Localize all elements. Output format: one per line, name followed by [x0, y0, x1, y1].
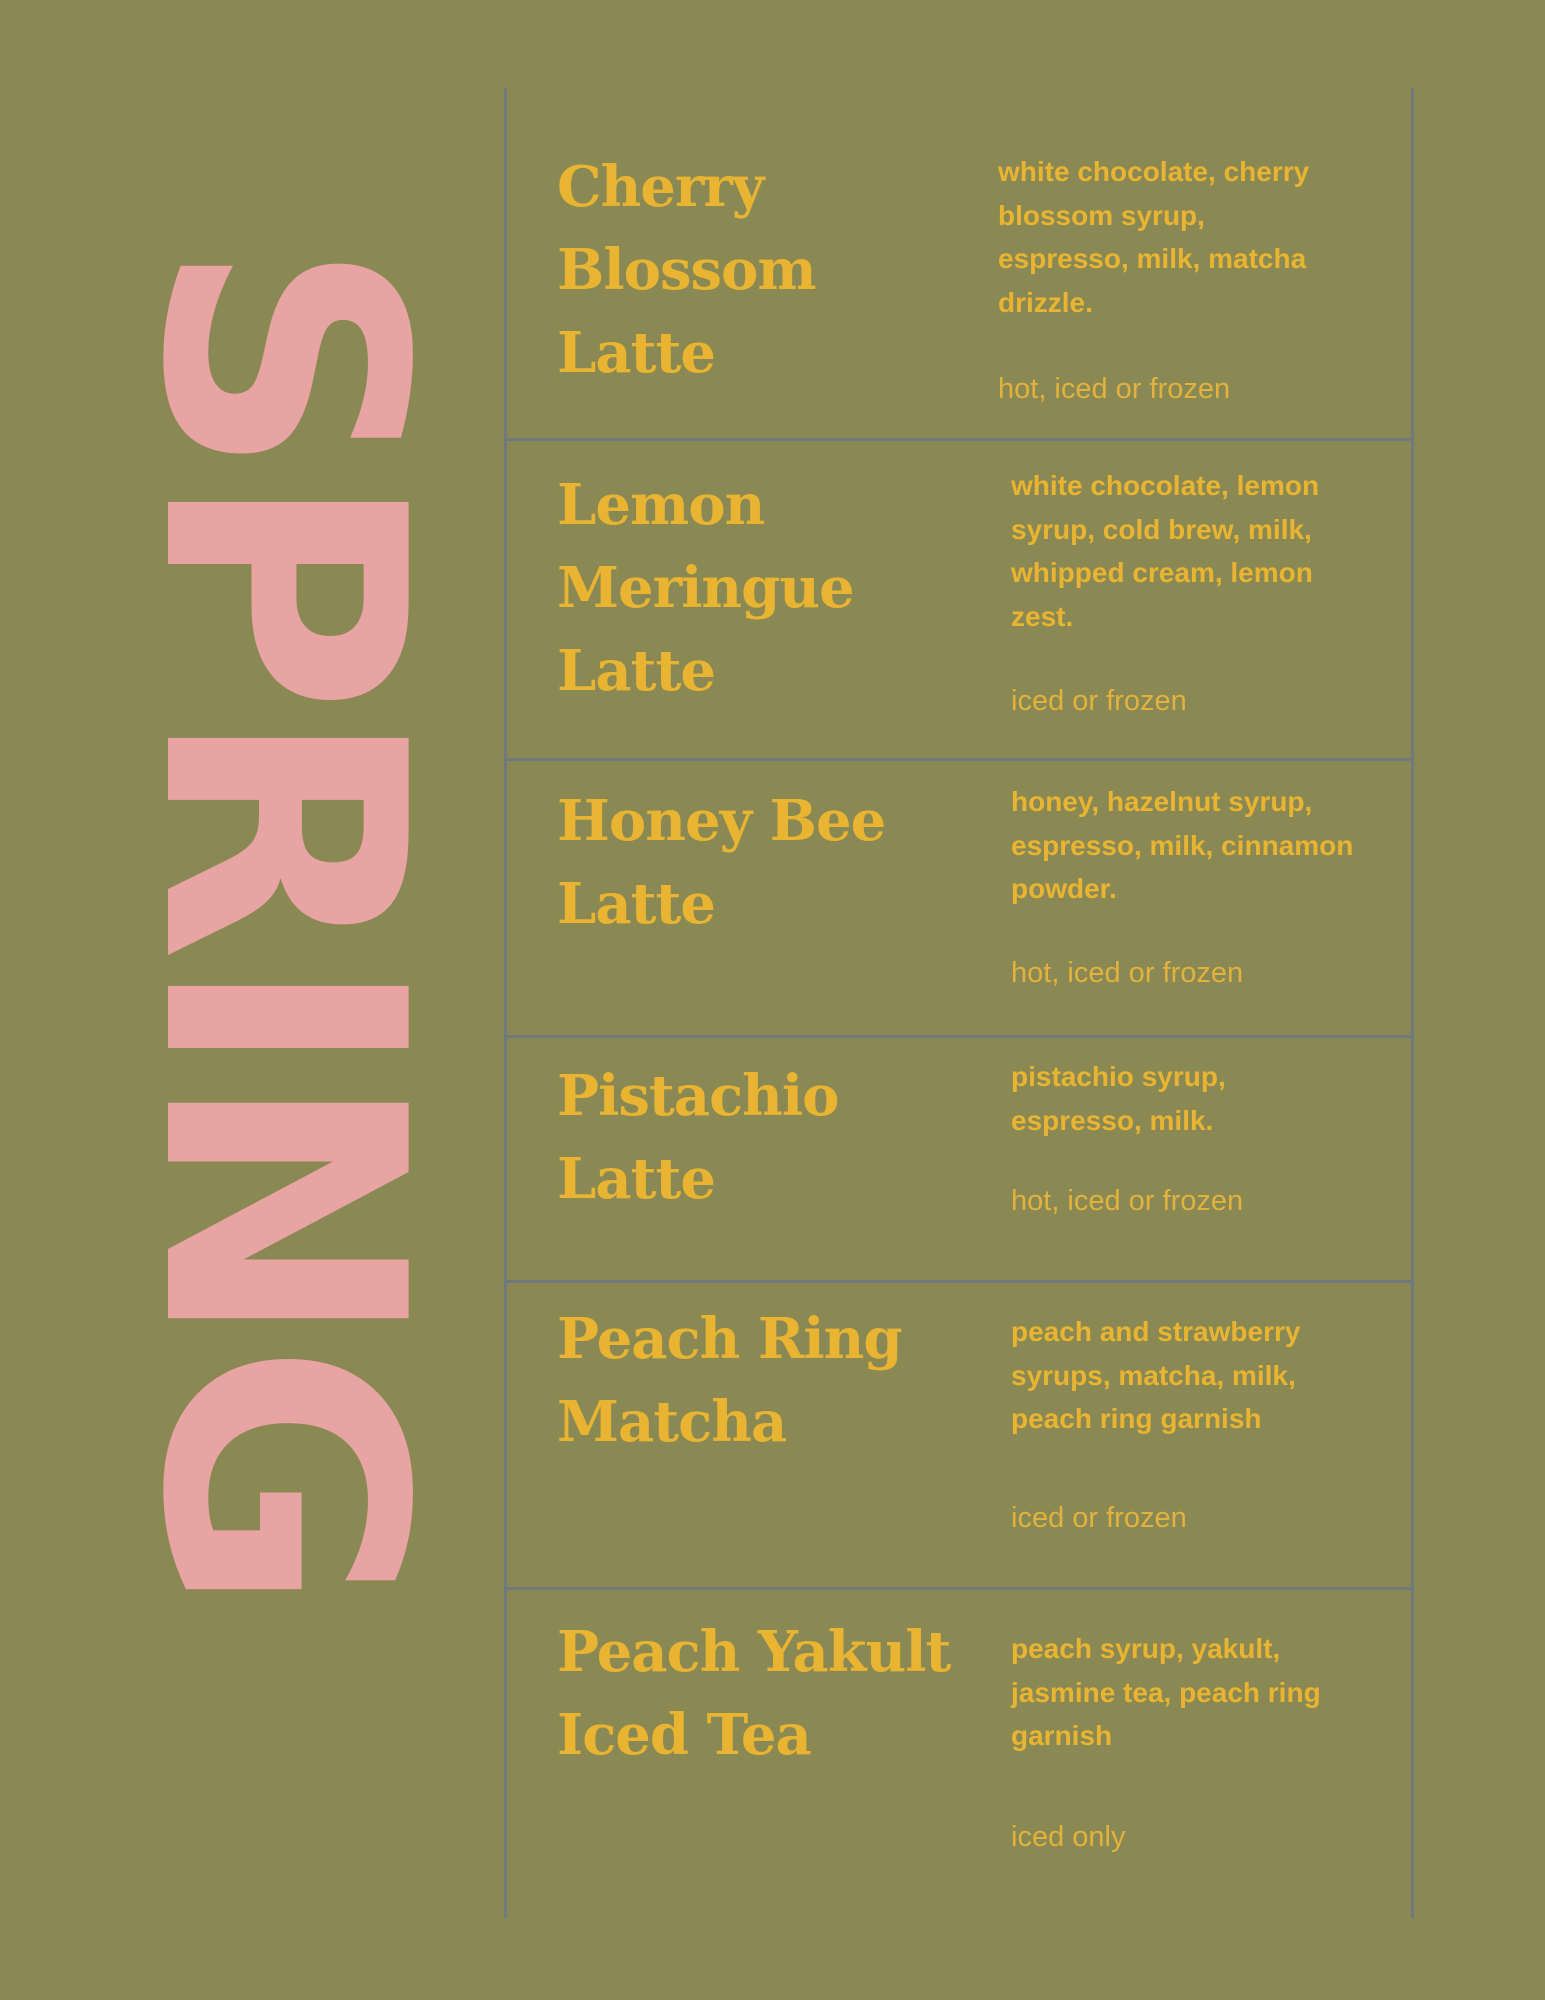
menu-item-cherry-blossom-latte: [507, 88, 1411, 441]
item-temps: hot, iced or frozen: [1011, 1185, 1244, 1217]
menu-item-peach-ring-matcha: [507, 1280, 1411, 1590]
item-temps: hot, iced or frozen: [1011, 957, 1244, 989]
item-name: Peach Ring Matcha: [557, 1306, 902, 1455]
item-temps: iced or frozen: [1011, 1502, 1187, 1534]
item-temps: iced only: [1011, 1821, 1126, 1853]
item-ingredients: pistachio syrup, espresso, milk.: [1011, 1061, 1226, 1136]
item-ingredients: peach syrup, yakult, jasmine tea, peach ring garnish: [1011, 1633, 1321, 1751]
item-temps: hot, iced or frozen: [998, 373, 1231, 405]
menu-table: [504, 88, 1414, 1918]
item-name: Pistachio Latte: [557, 1063, 839, 1212]
item-ingredients: honey, hazelnut syrup, espresso, milk, cinnamon powder.: [1011, 786, 1354, 904]
spring-title: SPRING: [90, 240, 474, 1608]
menu-item-pistachio-latte: [507, 1035, 1411, 1283]
item-temps: iced or frozen: [1011, 685, 1187, 717]
spring-title-container: [90, 240, 474, 1608]
menu-item-peach-yakult-iced-tea: [507, 1587, 1411, 1918]
item-name: Lemon Meringue Latte: [557, 472, 854, 704]
item-name: Cherry Blossom Latte: [557, 154, 816, 386]
item-name: Honey Bee Latte: [557, 788, 886, 937]
item-name: Peach Yakult Iced Tea: [557, 1619, 951, 1768]
item-ingredients: peach and strawberry syrups, matcha, milk, peach ring garnish: [1011, 1316, 1301, 1434]
menu-item-honey-bee-latte: [507, 758, 1411, 1038]
item-ingredients: white chocolate, cherry blossom syrup, espresso, milk, matcha drizzle.: [998, 156, 1310, 318]
item-ingredients: white chocolate, lemon syrup, cold brew, milk, whipped cream, lemon zest.: [1011, 470, 1320, 632]
menu-item-lemon-meringue-latte: [507, 438, 1411, 761]
